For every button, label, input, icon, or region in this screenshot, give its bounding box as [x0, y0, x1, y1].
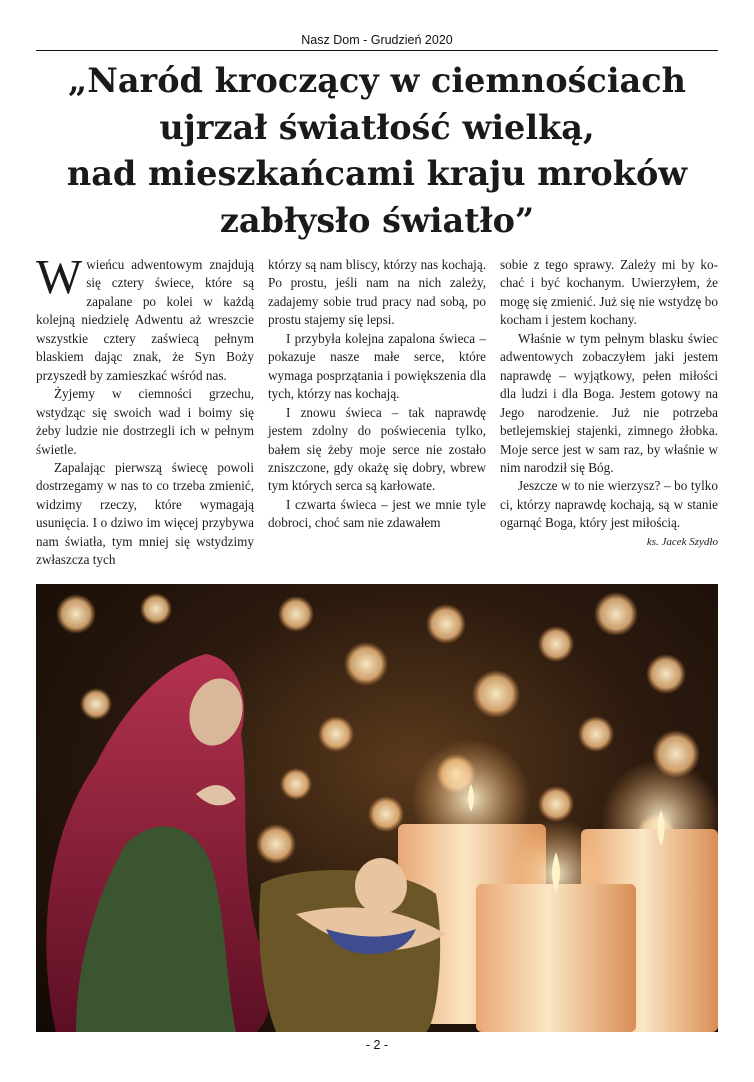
paragraph: którzy są nam bliscy, którzy nas kochają. Po prostu, jeśli nam na nich zależy, zadajemy sobie trud pracy nad sobą, po prostu stajemy się lepsi.	[268, 257, 486, 328]
page-number: - 2 -	[365, 1038, 389, 1052]
bokeh-light	[368, 796, 404, 832]
bokeh-light	[318, 716, 354, 752]
title-line-2: ujrzał światłość wielką,	[159, 107, 595, 147]
advent-candles	[398, 739, 718, 1032]
paragraph: I znowu świeca – tak naprawdę jestem zdolny do poświecenia tylko, bałem się żeby moje serce nie zostało zniszczone, gdy okażę się dobry, wbrew tym których serca są karłowate.	[268, 404, 486, 494]
bokeh-light	[538, 626, 574, 662]
article-body	[36, 249, 718, 574]
author-signature: ks. Jacek Szydło	[646, 535, 718, 548]
title-line-1: „Naród kroczący w ciemnościach	[67, 61, 687, 100]
bokeh-light	[344, 642, 388, 686]
nativity-photo	[36, 584, 718, 1032]
article-title	[36, 58, 718, 244]
bokeh-light	[280, 768, 312, 800]
manger-straw	[259, 870, 440, 1032]
bokeh-light	[140, 593, 172, 625]
paragraph: Zapalając pierwszą świecę powoli dostrzegamy w nas to co trzeba zmienić, widzimy rzeczy, które wymagają usunięcia. I o dziwo im więcej przybywa nam światła, tym mniej się wstydzimy zwłaszcza tych	[36, 459, 254, 568]
paragraph: sobie z tego sprawy. Zależy mi by kochać i być kochanym. Uwierzyłem, że mogę się zmienić. Już się nie wstydzę bo kocham i jestem kochany.	[500, 257, 718, 328]
mary-figure	[46, 654, 270, 1032]
bokeh-light	[538, 786, 574, 822]
column-1	[36, 249, 254, 570]
paragraph: Wwieńcu adwentowym znajdują się cztery świece, które są zapalane po kolei w każdą kolejną niedzielę Adwentu aż wreszcie wszystkie cztery zaświecą pełnym blaskiem dając znak, że Syn Boży przyszedł by zamieszkać wśród nas.	[36, 249, 254, 383]
infant-head	[355, 858, 407, 914]
column-2	[268, 256, 486, 533]
paragraph: Żyjemy w ciemności grzechu, wstydząc się swoich wad i boimy się żeby ludzie nie dostrzegli ich w pełnym świetle.	[36, 386, 254, 457]
running-header: Nasz Dom - Grudzień 2020	[301, 33, 453, 47]
bokeh-light	[256, 824, 296, 864]
header-rule	[36, 50, 718, 51]
bokeh-light	[56, 594, 96, 634]
bokeh-light	[594, 592, 638, 636]
paragraph: I przybyła kolejna zapalona świeca – pokazuje nasze małe serce, które wymaga posprzątania i powiększenia dla tych, którzy nas kochają.	[268, 330, 486, 402]
title-line-4: zabłysło światło”	[219, 200, 535, 240]
bokeh-light	[80, 688, 112, 720]
paragraph: I czwarta świeca – jest we mnie tyle dobroci, choć sam nie zdawałem	[268, 496, 486, 531]
paragraph: Jeszcze w to nie wierzysz? – bo tylko ci, którzy naprawdę kochają, są w stanie ogarnąć Boga, który jest miłością. ks. Jacek Szydło	[500, 477, 718, 532]
bokeh-light	[426, 604, 466, 644]
infant-jesus-figure	[259, 858, 446, 1032]
bokeh-light	[278, 596, 314, 632]
bokeh-light	[578, 716, 614, 752]
candle	[476, 884, 636, 1032]
title-line-3: nad mieszkańcami kraju mroków	[66, 154, 688, 193]
drop-cap: W	[36, 249, 83, 304]
bokeh-light	[472, 670, 520, 718]
bokeh-light	[646, 654, 686, 694]
column-3	[500, 256, 718, 551]
paragraph: Właśnie w tym pełnym blasku świec adwentowych zobaczyłem jaki jestem naprawdę – wyjątkowy, pełen miłości dla ludzi i dla Boga. Jestem gotowy na Jego narodzenie. Już nie potrzeba betlejemskiej stajenki, zimnego żłobka. Moje serce jest w sam raz, by właśnie w nim narodził się Bóg.	[500, 330, 718, 475]
